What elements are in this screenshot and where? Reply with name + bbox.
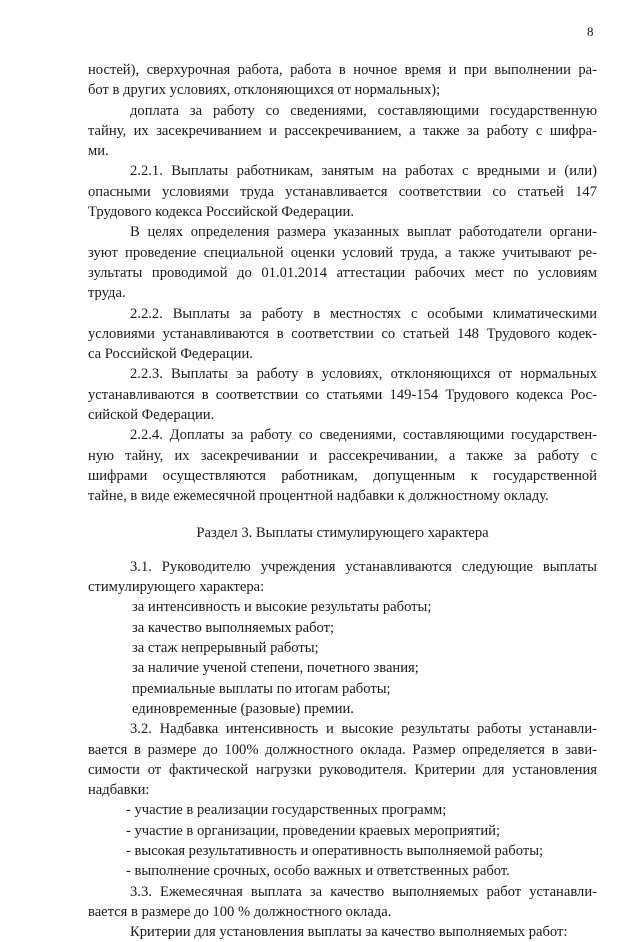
text-line: 3.1. Руководителю учреждения устанавливаются следующие выплаты: [130, 558, 597, 575]
text-line: 2.2.2. Выплаты за работу в местностях с особыми климатическими: [130, 305, 597, 322]
text-line: стимулирующего характера:: [88, 579, 265, 596]
text-line: зультаты проводимой до 01.01.2014 аттестации рабочих мест по условиям: [88, 264, 597, 281]
text-line: В целях определения размера указанных выплат работодатели органи-: [130, 224, 597, 241]
list-item: за наличие ученой степени, почетного звания;: [132, 660, 419, 677]
list-item: - высокая результативность и оперативность выполняемой работы;: [126, 842, 544, 859]
text-line: опасными условиями труда устанавливается соответствии со статьей 147: [88, 183, 597, 200]
text-line: тайне, в виде ежемесячной процентной надбавки к должностному окладу.: [88, 488, 549, 505]
text-line: ми.: [88, 143, 109, 160]
text-line: сийской Федерации.: [88, 407, 215, 424]
text-line: 2.2.4. Доплаты за работу со сведениями, составляющими государствен-: [130, 427, 597, 444]
text-line: устанавливаются в соответствии со статьями 149-154 Трудового кодекса Рос-: [88, 386, 597, 403]
document-body: [88, 60, 597, 942]
text-line: вается в размере до 100% должностного оклада. Размер определяется в зави-: [88, 741, 597, 758]
text-line: вается в размере до 100 % должностного оклада.: [88, 903, 392, 920]
text-line: доплата за работу со сведениями, составляющими государственную: [130, 102, 597, 119]
section-heading: Раздел 3. Выплаты стимулирующего характера: [196, 524, 489, 541]
text-line: симости от фактической нагрузки руководителя. Критерии для установления: [88, 761, 597, 778]
list-item: премиальные выплаты по итогам работы;: [132, 680, 391, 697]
text-line: ностей), сверхурочная работа, работа в ночное время и при выполнении ра-: [88, 62, 597, 78]
text-line: шифрами осуществляются работникам, допущенным к государственной: [88, 467, 597, 484]
text-line: надбавки:: [88, 782, 150, 799]
list-item: - участие в организации, проведении краевых мероприятий;: [126, 822, 501, 839]
list-item: за интенсивность и высокие результаты работы;: [132, 599, 432, 616]
text-line: са Российской Федерации.: [88, 346, 253, 363]
text-line: зуют проведение специальной оценки условий труда, а также учитывают ре-: [88, 244, 597, 261]
text-line: условиями устанавливаются в соответствии со статьей 148 Трудового кодек-: [88, 325, 597, 342]
text-line: 2.2.1. Выплаты работникам, занятым на работах с вредными и (или): [130, 163, 597, 180]
text-line: 3.2. Надбавка интенсивность и высокие результаты работы устанавли-: [130, 721, 597, 738]
list-item: единовременные (разовые) премии.: [132, 700, 354, 717]
text-line: труда.: [88, 285, 126, 302]
text-line: бот в других условиях, отклоняющихся от нормальных);: [88, 82, 441, 99]
list-item: - участие в реализации государственных программ;: [126, 802, 447, 819]
page-number: 8: [587, 24, 594, 39]
list-item: за стаж непрерывный работы;: [132, 640, 319, 657]
text-line: тайну, их засекречиванием и рассекречиванием, а также за работу с шифра-: [88, 122, 597, 139]
text-line: 3.3. Ежемесячная выплата за качество выполняемых работ устанавли-: [130, 883, 597, 900]
text-line: 2.2.3. Выплаты за работу в условиях, отклоняющихся от нормальных: [130, 366, 597, 383]
text-line: Критерии для установления выплаты за качество выполняемых работ:: [130, 924, 568, 941]
text-line: Трудового кодекса Российской Федерации.: [88, 204, 354, 221]
text-line: ную тайну, их засекречивании и рассекречивании, а также за работу с: [88, 447, 597, 464]
list-item: за качество выполняемых работ;: [132, 619, 335, 636]
list-item: - выполнение срочных, особо важных и ответственных работ.: [126, 863, 510, 880]
